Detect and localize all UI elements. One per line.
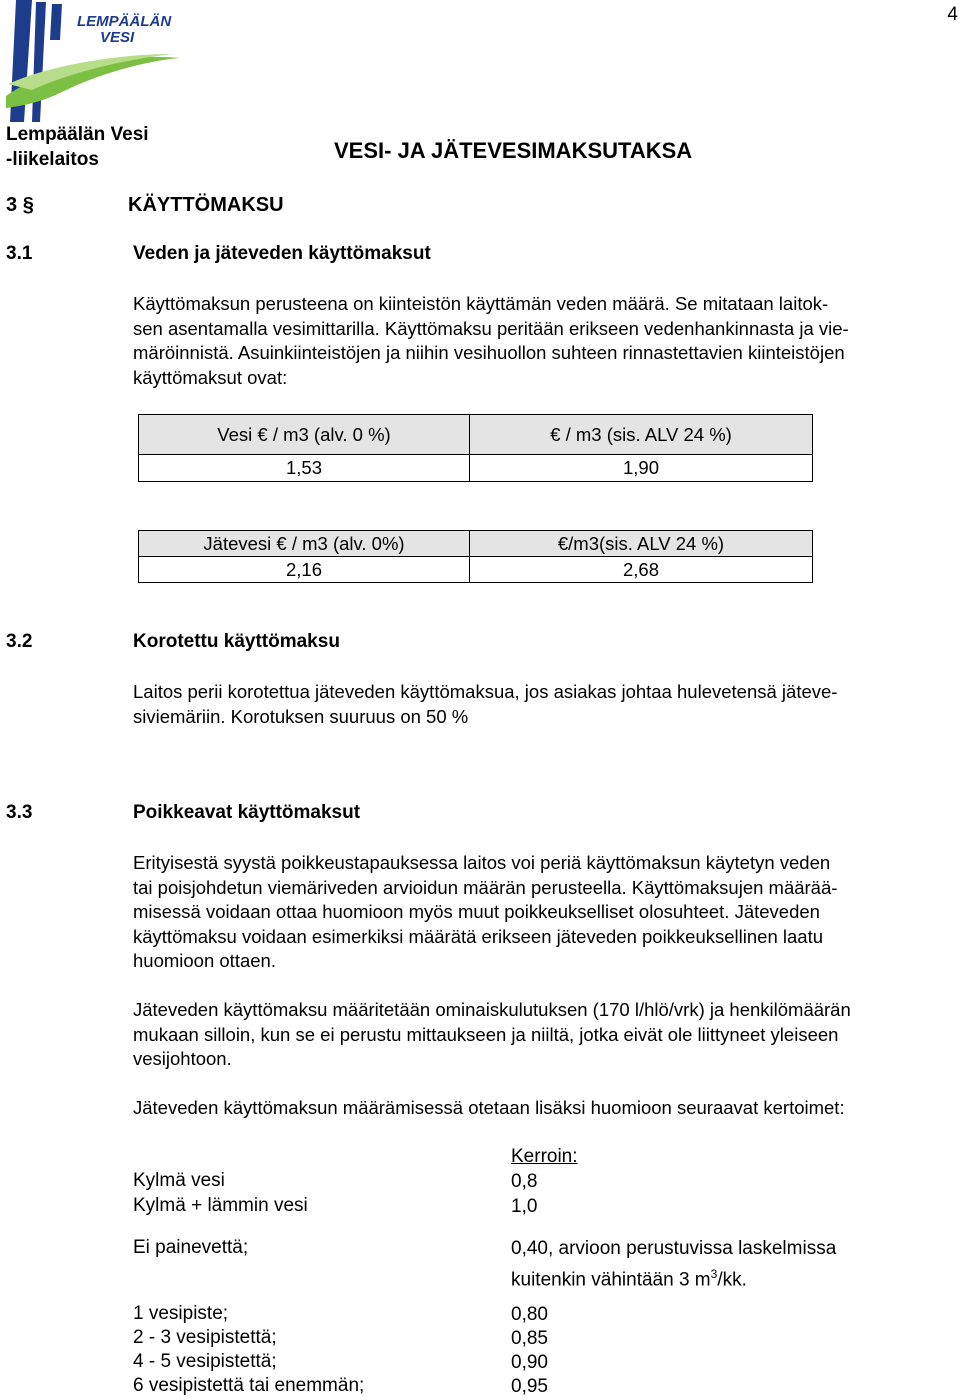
section-3-1-paragraph xyxy=(133,292,955,390)
section-3-2-paragraph xyxy=(133,680,955,729)
section-3-3-heading xyxy=(6,802,360,824)
table-cell: 1,90 xyxy=(470,455,813,482)
table-cell: 1,53 xyxy=(139,455,470,482)
factor-column-heading: Kerroin: xyxy=(511,1146,578,1167)
section-3-2-title: Korotettu käyttömaksu xyxy=(133,631,340,652)
table-row xyxy=(139,455,813,482)
paragraph-line: Jäteveden käyttömaksu määritetään ominaiskulutuksen (170 l/hlö/vrk) ja henkilömäärän xyxy=(133,999,851,1020)
factor-value: 0,95 xyxy=(511,1376,548,1397)
section-3-3-paragraph-2 xyxy=(133,998,955,1072)
table-header-row xyxy=(139,415,813,455)
factor-value: 0,80 xyxy=(511,1304,548,1325)
factor-value: 0,8 xyxy=(511,1171,538,1192)
paragraph-line: käyttömaksu voidaan esimerkiksi määrätä erikseen jäteveden poikkeuksellinen laatu xyxy=(133,925,824,947)
paragraph-line: mukaan silloin, kun se ei perustu mittaukseen ja niiltä, jotka eivät ole liittyneet yleiseen xyxy=(133,1023,839,1045)
no-pressure-line-1: 0,40, arvioon perustuvissa laskelmissa xyxy=(511,1238,837,1259)
organization-name xyxy=(6,122,149,172)
superscript: 3 xyxy=(710,1266,718,1281)
paragraph-line: Erityisestä syystä poikkeustapauksessa laitos voi periä käyttömaksun käytetyn veden xyxy=(133,852,831,873)
section-3-1-heading xyxy=(6,243,431,265)
paragraph-line: tai poisjohdetun viemäriveden arvioidun määrän perusteella. Käyttömaksujen määrää- xyxy=(133,876,838,898)
document-title: VESI- JA JÄTEVESIMAKSUTAKSA xyxy=(334,138,693,163)
lempaala-vesi-logo xyxy=(2,0,182,122)
section-3-2-heading xyxy=(6,631,340,653)
factor-label: Kylmä vesi xyxy=(133,1170,225,1191)
logo-blue-stroke-2 xyxy=(32,2,46,122)
factor-value: 0,85 xyxy=(511,1328,548,1349)
paragraph-line: Käyttömaksun perusteena on kiinteistön käyttämän veden määrä. Se mitataan laitok- xyxy=(133,293,829,314)
table-row xyxy=(139,557,813,583)
paragraph-line: siviemäriin. Korotuksen suuruus on 50 % xyxy=(133,705,469,727)
logo-blue-stroke-3 xyxy=(50,4,62,40)
table-cell: 2,68 xyxy=(470,557,813,583)
section-3-1-title: Veden ja jäteveden käyttömaksut xyxy=(133,243,431,264)
no-pressure-label: Ei painevettä; xyxy=(133,1237,249,1258)
no-pressure-value xyxy=(511,1237,836,1292)
table-header-row xyxy=(139,531,813,557)
no-pressure-line-2-unit: /kk. xyxy=(717,1268,747,1290)
wastewater-fee-table xyxy=(138,530,813,583)
factor-label: 1 vesipiste; xyxy=(133,1303,229,1324)
table-cell: 2,16 xyxy=(139,557,470,583)
logo-text-line1: LEMPÄÄLÄN xyxy=(77,13,172,30)
factor-label: Kylmä + lämmin vesi xyxy=(133,1195,308,1216)
water-fee-table xyxy=(138,414,813,482)
org-line-1: Lempäälän Vesi xyxy=(6,124,149,145)
section-3-title: KÄYTTÖMAKSU xyxy=(128,194,284,216)
no-pressure-line-2-text: kuitenkin vähintään 3 m xyxy=(511,1268,711,1290)
factor-label: 6 vesipistettä tai enemmän; xyxy=(133,1375,365,1396)
paragraph-line: sen asentamalla vesimittarilla. Käyttömaksu peritään erikseen vedenhankinnasta ja vie- xyxy=(133,317,849,339)
table-header-cell: € / m3 (sis. ALV 24 %) xyxy=(470,415,813,455)
section-3-3-title: Poikkeavat käyttömaksut xyxy=(133,802,361,823)
paragraph-line: huomioon ottaen. xyxy=(133,950,276,971)
paragraph-line: käyttömaksut ovat: xyxy=(133,366,288,388)
factor-label: 2 - 3 vesipistettä; xyxy=(133,1327,277,1348)
factor-label: 4 - 5 vesipistettä; xyxy=(133,1351,277,1372)
paragraph-line: misessä voidaan ottaa huomioon myös muut poikkeukselliset olosuhteet. Jäteveden xyxy=(133,901,820,922)
paragraph-line: vesijohtoon. xyxy=(133,1048,232,1069)
factor-value: 1,0 xyxy=(511,1196,538,1217)
section-3-1-number: 3.1 xyxy=(6,243,33,264)
logo-text-line2: VESI xyxy=(100,29,135,46)
no-pressure-line-2 xyxy=(511,1262,836,1293)
section-3-2-number: 3.2 xyxy=(6,631,33,652)
table-header-cell: Vesi € / m3 (alv. 0 %) xyxy=(139,415,470,455)
table-header-cell: €/m3(sis. ALV 24 %) xyxy=(470,531,813,557)
paragraph-line: Laitos perii korotettua jäteveden käyttömaksua, jos asiakas johtaa hulevetensä jäteve- xyxy=(133,681,838,702)
section-3-number: 3 xyxy=(6,194,18,216)
page-number: 4 xyxy=(947,4,958,25)
table-header-cell: Jätevesi € / m3 (alv. 0%) xyxy=(139,531,470,557)
section-symbol: § xyxy=(22,194,34,216)
section-3-heading xyxy=(6,194,284,217)
section-3-3-paragraph-3: Jäteveden käyttömaksun määrämisessä otetaan lisäksi huomioon seuraavat kertoimet: xyxy=(133,1097,845,1118)
section-3-3-number: 3.3 xyxy=(6,802,33,823)
org-line-2: -liikelaitos xyxy=(6,149,99,170)
section-3-3-paragraph-1 xyxy=(133,851,955,974)
paragraph-line: märöinnistä. Asuinkiinteistöjen ja niihin vesihuollon suhteen rinnastettavien kiinteistöjen xyxy=(133,342,845,363)
logo-graphic xyxy=(2,0,182,122)
factor-value: 0,90 xyxy=(511,1352,548,1373)
